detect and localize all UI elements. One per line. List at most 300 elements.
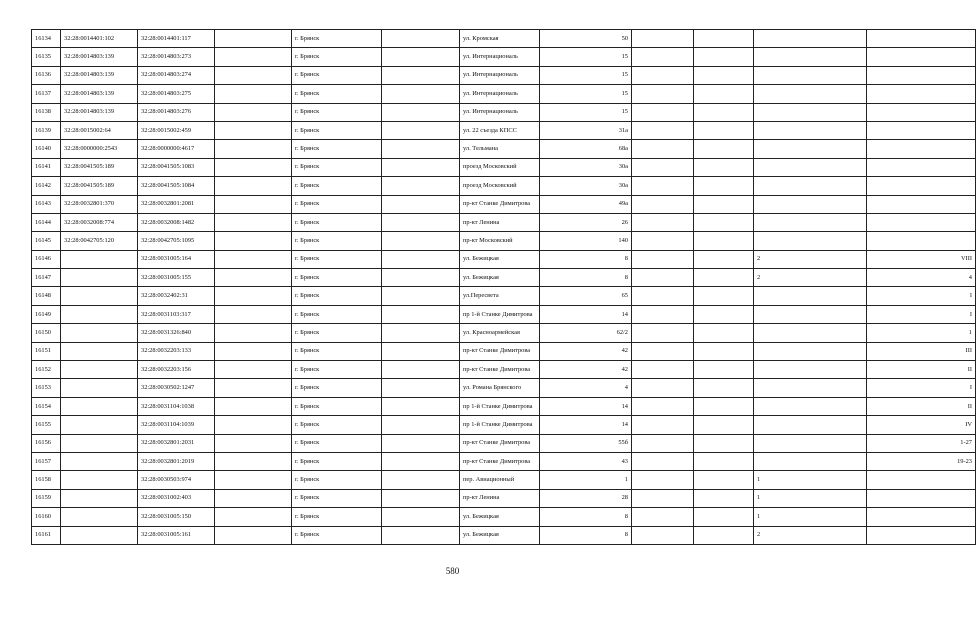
value-a: [694, 232, 754, 250]
value-b: [754, 287, 867, 305]
city: г. Брянск: [292, 140, 382, 158]
value-c: [867, 30, 976, 48]
table-row: [32, 121, 976, 139]
col-empty-a: [215, 66, 292, 84]
col-empty-a: [215, 177, 292, 195]
cadastral-parent: [61, 397, 138, 415]
col-empty-b: [382, 342, 460, 360]
value-c: III: [867, 342, 976, 360]
col-empty-a: [215, 305, 292, 323]
table-row: [32, 324, 976, 342]
col-empty-c: [632, 195, 694, 213]
value-c: 1: [867, 324, 976, 342]
value-c: [867, 85, 976, 103]
table-row: [32, 30, 976, 48]
house-number: 30а: [540, 177, 632, 195]
col-empty-b: [382, 158, 460, 176]
house-number: 68а: [540, 140, 632, 158]
city: г. Брянск: [292, 103, 382, 121]
col-empty-c: [632, 361, 694, 379]
house-number: 1: [540, 471, 632, 489]
value-a: [694, 48, 754, 66]
value-a: [694, 489, 754, 507]
value-c: [867, 121, 976, 139]
col-empty-b: [382, 103, 460, 121]
value-c: [867, 158, 976, 176]
col-empty-c: [632, 30, 694, 48]
value-b: [754, 66, 867, 84]
value-c: II: [867, 397, 976, 415]
table-row: [32, 269, 976, 287]
table-body: [32, 30, 976, 545]
value-a: [694, 250, 754, 268]
row-number: 16160: [32, 508, 61, 526]
value-c: [867, 508, 976, 526]
house-number: 15: [540, 66, 632, 84]
page-number: 580: [445, 566, 460, 576]
cadastral-number: 32:28:0041505:1084: [138, 177, 215, 195]
value-c: [867, 177, 976, 195]
row-number: 16146: [32, 250, 61, 268]
value-a: [694, 508, 754, 526]
table-row: [32, 140, 976, 158]
value-c: [867, 66, 976, 84]
city: г. Брянск: [292, 121, 382, 139]
value-c: [867, 489, 976, 507]
row-number: 16154: [32, 397, 61, 415]
col-empty-b: [382, 121, 460, 139]
cadastral-parent: [61, 361, 138, 379]
col-empty-c: [632, 213, 694, 231]
table-row: [32, 177, 976, 195]
cadastral-parent: 32:28:0032801:370: [61, 195, 138, 213]
col-empty-a: [215, 158, 292, 176]
table-row: [32, 287, 976, 305]
value-b: [754, 140, 867, 158]
house-number: 62/2: [540, 324, 632, 342]
col-empty-c: [632, 342, 694, 360]
cadastral-parent: 32:28:0015002:64: [61, 121, 138, 139]
table-row: [32, 508, 976, 526]
col-empty-a: [215, 379, 292, 397]
col-empty-b: [382, 287, 460, 305]
house-number: 15: [540, 85, 632, 103]
row-number: 16144: [32, 213, 61, 231]
row-number: 16148: [32, 287, 61, 305]
row-number: 16140: [32, 140, 61, 158]
col-empty-a: [215, 121, 292, 139]
col-empty-a: [215, 85, 292, 103]
cadastral-parent: [61, 416, 138, 434]
street: ул. Бежицкая: [460, 269, 540, 287]
table-row: [32, 66, 976, 84]
city: г. Брянск: [292, 232, 382, 250]
city: г. Брянск: [292, 305, 382, 323]
value-c: VIII: [867, 250, 976, 268]
value-a: [694, 471, 754, 489]
street: ул. Интернациональ: [460, 85, 540, 103]
col-empty-a: [215, 324, 292, 342]
city: г. Брянск: [292, 48, 382, 66]
street: пер. Авиационный: [460, 471, 540, 489]
value-b: [754, 195, 867, 213]
col-empty-c: [632, 287, 694, 305]
value-c: [867, 471, 976, 489]
row-number: 16137: [32, 85, 61, 103]
value-b: [754, 342, 867, 360]
col-empty-b: [382, 416, 460, 434]
street: пр 1-й Станке Димитрова: [460, 416, 540, 434]
value-c: II: [867, 361, 976, 379]
city: г. Брянск: [292, 213, 382, 231]
col-empty-a: [215, 342, 292, 360]
col-empty-a: [215, 140, 292, 158]
col-empty-c: [632, 397, 694, 415]
city: г. Брянск: [292, 85, 382, 103]
col-empty-b: [382, 508, 460, 526]
col-empty-c: [632, 471, 694, 489]
value-c: 19-23: [867, 452, 976, 470]
row-number: 16136: [32, 66, 61, 84]
cadastral-parent: [61, 489, 138, 507]
col-empty-b: [382, 177, 460, 195]
value-a: [694, 397, 754, 415]
city: г. Брянск: [292, 324, 382, 342]
row-number: 16139: [32, 121, 61, 139]
value-b: 1: [754, 489, 867, 507]
value-c: I: [867, 287, 976, 305]
col-empty-c: [632, 434, 694, 452]
city: г. Брянск: [292, 379, 382, 397]
value-a: [694, 158, 754, 176]
cadastral-number: 32:28:0032402:31: [138, 287, 215, 305]
cadastral-parent: [61, 379, 138, 397]
street: ул. Интернациональ: [460, 48, 540, 66]
street: проезд Московский: [460, 177, 540, 195]
col-empty-a: [215, 489, 292, 507]
col-empty-c: [632, 379, 694, 397]
house-number: 28: [540, 489, 632, 507]
cadastral-number: 32:28:0014401:117: [138, 30, 215, 48]
street: ул.Пересвета: [460, 287, 540, 305]
value-b: [754, 324, 867, 342]
col-empty-a: [215, 416, 292, 434]
cadastral-parent: [61, 269, 138, 287]
table-row: [32, 195, 976, 213]
cadastral-number: 32:28:0000000:4617: [138, 140, 215, 158]
row-number: 16159: [32, 489, 61, 507]
value-b: 2: [754, 526, 867, 544]
col-empty-a: [215, 48, 292, 66]
col-empty-b: [382, 85, 460, 103]
col-empty-b: [382, 140, 460, 158]
table-row: [32, 305, 976, 323]
col-empty-b: [382, 452, 460, 470]
city: г. Брянск: [292, 526, 382, 544]
cadastral-number: 32:28:0031104:1039: [138, 416, 215, 434]
value-b: [754, 434, 867, 452]
value-c: [867, 103, 976, 121]
col-empty-b: [382, 361, 460, 379]
col-empty-a: [215, 269, 292, 287]
cadastral-number: 32:28:0031005:161: [138, 526, 215, 544]
table-row: [32, 489, 976, 507]
value-a: [694, 379, 754, 397]
value-b: [754, 232, 867, 250]
table-row: [32, 416, 976, 434]
cadastral-number: 32:28:0032008:1482: [138, 213, 215, 231]
col-empty-c: [632, 48, 694, 66]
col-empty-c: [632, 324, 694, 342]
value-a: [694, 121, 754, 139]
table-row: [32, 379, 976, 397]
street: ул. Красноармейская: [460, 324, 540, 342]
value-a: [694, 287, 754, 305]
col-empty-b: [382, 195, 460, 213]
col-empty-c: [632, 452, 694, 470]
cadastral-number: 32:28:0032801:2081: [138, 195, 215, 213]
cadastral-number: 32:28:0015002:459: [138, 121, 215, 139]
table-row: [32, 103, 976, 121]
row-number: 16135: [32, 48, 61, 66]
house-number: 43: [540, 452, 632, 470]
cadastral-number: 32:28:0014803:274: [138, 66, 215, 84]
value-c: I: [867, 305, 976, 323]
house-number: 14: [540, 416, 632, 434]
street: ул. Бежицкая: [460, 508, 540, 526]
value-c: [867, 195, 976, 213]
city: г. Брянск: [292, 269, 382, 287]
table-row: [32, 250, 976, 268]
value-b: [754, 30, 867, 48]
value-b: 2: [754, 250, 867, 268]
cadastral-number: 32:28:0042705:1095: [138, 232, 215, 250]
col-empty-a: [215, 213, 292, 231]
value-a: [694, 30, 754, 48]
col-empty-a: [215, 250, 292, 268]
city: г. Брянск: [292, 489, 382, 507]
col-empty-b: [382, 269, 460, 287]
table-row: [32, 213, 976, 231]
street: пр-кт Станке Димитрова: [460, 434, 540, 452]
cadastral-parent: 32:28:0014803:139: [61, 103, 138, 121]
table-row: [32, 342, 976, 360]
cadastral-number: 32:28:0031005:164: [138, 250, 215, 268]
house-number: 8: [540, 526, 632, 544]
cadastral-parent: 32:28:0014401:102: [61, 30, 138, 48]
value-b: [754, 48, 867, 66]
col-empty-b: [382, 66, 460, 84]
table-row: [32, 48, 976, 66]
cadastral-parent: [61, 287, 138, 305]
row-number: 16150: [32, 324, 61, 342]
cadastral-parent: [61, 508, 138, 526]
col-empty-c: [632, 85, 694, 103]
row-number: 16157: [32, 452, 61, 470]
street: пр-кт Станке Димитрова: [460, 195, 540, 213]
row-number: 16147: [32, 269, 61, 287]
value-c: 4: [867, 269, 976, 287]
value-b: [754, 305, 867, 323]
value-b: [754, 121, 867, 139]
value-b: [754, 213, 867, 231]
col-empty-c: [632, 66, 694, 84]
col-empty-c: [632, 489, 694, 507]
cadastral-parent: 32:28:0042705:120: [61, 232, 138, 250]
value-a: [694, 177, 754, 195]
house-number: 49а: [540, 195, 632, 213]
value-a: [694, 140, 754, 158]
cadastral-parent: 32:28:0014803:139: [61, 85, 138, 103]
value-b: [754, 452, 867, 470]
value-a: [694, 103, 754, 121]
value-c: 1-27: [867, 434, 976, 452]
cadastral-parent: 32:28:0014803:139: [61, 66, 138, 84]
value-b: [754, 397, 867, 415]
house-number: 8: [540, 250, 632, 268]
col-empty-a: [215, 232, 292, 250]
col-empty-b: [382, 324, 460, 342]
table-row: [32, 452, 976, 470]
house-number: 14: [540, 397, 632, 415]
value-c: I: [867, 379, 976, 397]
value-a: [694, 269, 754, 287]
table-row: [32, 85, 976, 103]
house-number: 8: [540, 508, 632, 526]
cadastral-number: 32:28:0031005:155: [138, 269, 215, 287]
col-empty-a: [215, 434, 292, 452]
cadastral-parent: [61, 452, 138, 470]
cadastral-number: 32:28:0032801:2031: [138, 434, 215, 452]
row-number: 16143: [32, 195, 61, 213]
city: г. Брянск: [292, 452, 382, 470]
value-a: [694, 526, 754, 544]
street: ул. 22 съезда КПСС: [460, 121, 540, 139]
city: г. Брянск: [292, 177, 382, 195]
house-number: 8: [540, 269, 632, 287]
cadastral-number: 32:28:0031104:1038: [138, 397, 215, 415]
row-number: 16152: [32, 361, 61, 379]
cadastre-table: [31, 29, 976, 545]
house-number: 30а: [540, 158, 632, 176]
cadastral-parent: 32:28:0041505:189: [61, 158, 138, 176]
value-b: 2: [754, 269, 867, 287]
col-empty-a: [215, 195, 292, 213]
col-empty-b: [382, 471, 460, 489]
col-empty-c: [632, 526, 694, 544]
col-empty-b: [382, 48, 460, 66]
col-empty-c: [632, 508, 694, 526]
cadastral-parent: 32:28:0000000:2543: [61, 140, 138, 158]
col-empty-a: [215, 526, 292, 544]
cadastral-parent: 32:28:0014803:139: [61, 48, 138, 66]
col-empty-b: [382, 213, 460, 231]
col-empty-a: [215, 287, 292, 305]
row-number: 16149: [32, 305, 61, 323]
col-empty-a: [215, 508, 292, 526]
street: ул. Тельмана: [460, 140, 540, 158]
street: пр 1-й Станке Димитрова: [460, 305, 540, 323]
city: г. Брянск: [292, 471, 382, 489]
house-number: 42: [540, 342, 632, 360]
city: г. Брянск: [292, 342, 382, 360]
value-b: [754, 158, 867, 176]
table-row: [32, 434, 976, 452]
col-empty-b: [382, 379, 460, 397]
street: пр-кт Ленина: [460, 489, 540, 507]
house-number: 4: [540, 379, 632, 397]
value-a: [694, 66, 754, 84]
street: пр-кт Ленина: [460, 213, 540, 231]
row-number: 16158: [32, 471, 61, 489]
street: ул. Интернациональ: [460, 66, 540, 84]
cadastral-number: 32:28:0014803:273: [138, 48, 215, 66]
col-empty-b: [382, 250, 460, 268]
cadastral-number: 32:28:0031005:150: [138, 508, 215, 526]
house-number: 15: [540, 48, 632, 66]
city: г. Брянск: [292, 508, 382, 526]
col-empty-b: [382, 30, 460, 48]
house-number: 42: [540, 361, 632, 379]
value-a: [694, 342, 754, 360]
value-b: [754, 416, 867, 434]
col-empty-c: [632, 103, 694, 121]
value-c: [867, 48, 976, 66]
row-number: 16153: [32, 379, 61, 397]
street: ул. Бежицкая: [460, 526, 540, 544]
house-number: 26: [540, 213, 632, 231]
row-number: 16141: [32, 158, 61, 176]
value-c: [867, 526, 976, 544]
value-b: [754, 103, 867, 121]
house-number: 15: [540, 103, 632, 121]
value-b: [754, 177, 867, 195]
col-empty-a: [215, 397, 292, 415]
value-a: [694, 305, 754, 323]
col-empty-b: [382, 397, 460, 415]
street: ул. Кромская: [460, 30, 540, 48]
city: г. Брянск: [292, 416, 382, 434]
cadastral-number: 32:28:0032203:156: [138, 361, 215, 379]
house-number: 55б: [540, 434, 632, 452]
col-empty-c: [632, 416, 694, 434]
row-number: 16145: [32, 232, 61, 250]
value-c: [867, 213, 976, 231]
city: г. Брянск: [292, 361, 382, 379]
street: пр 1-й Станке Димитрова: [460, 397, 540, 415]
col-empty-b: [382, 489, 460, 507]
row-number: 16151: [32, 342, 61, 360]
street: ул. Бежицкая: [460, 250, 540, 268]
col-empty-a: [215, 471, 292, 489]
house-number: 65: [540, 287, 632, 305]
value-c: IV: [867, 416, 976, 434]
value-a: [694, 434, 754, 452]
value-b: 1: [754, 471, 867, 489]
value-b: [754, 361, 867, 379]
col-empty-b: [382, 232, 460, 250]
cadastral-number: 32:28:0014803:276: [138, 103, 215, 121]
col-empty-a: [215, 103, 292, 121]
cadastral-number: 32:28:0031103:317: [138, 305, 215, 323]
value-a: [694, 195, 754, 213]
cadastral-parent: [61, 342, 138, 360]
table-row: [32, 526, 976, 544]
street: пр-кт Московский: [460, 232, 540, 250]
street: проезд Московский: [460, 158, 540, 176]
cadastral-parent: [61, 526, 138, 544]
city: г. Брянск: [292, 66, 382, 84]
